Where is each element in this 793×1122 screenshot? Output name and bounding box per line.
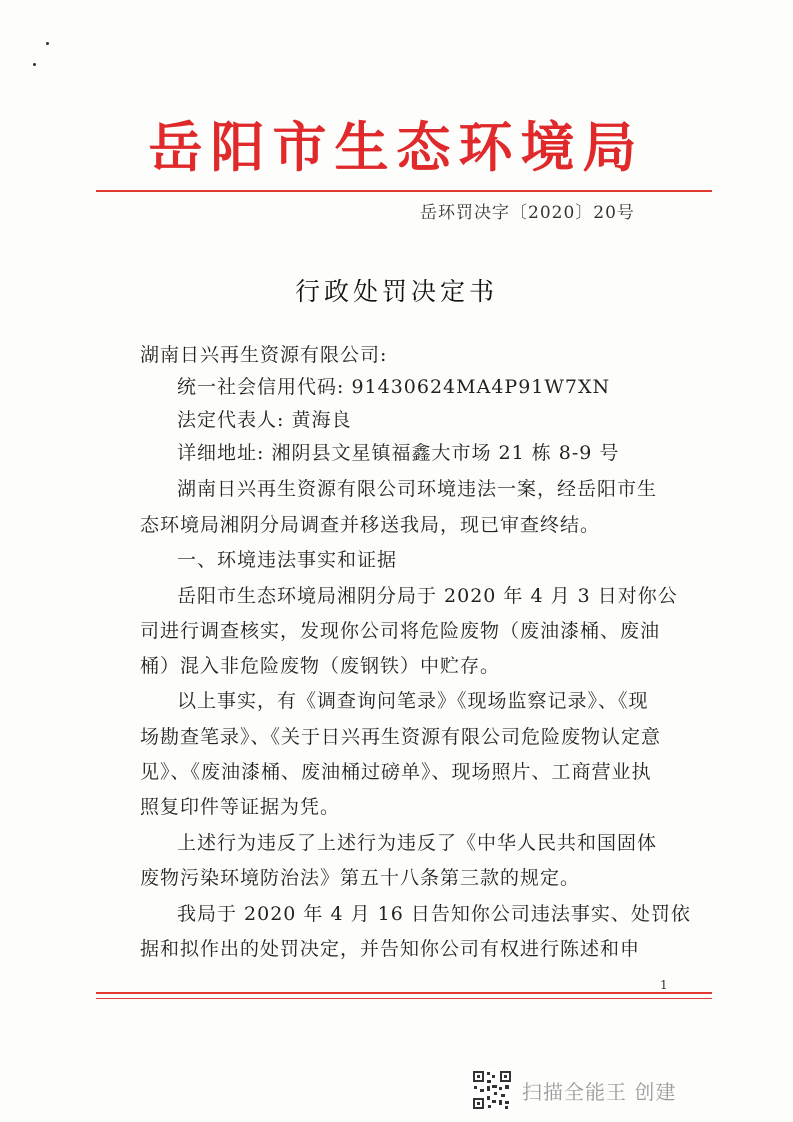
scan-speck: [46, 42, 49, 45]
body-line: 照复印件等证据为凭。: [140, 796, 341, 818]
addressee: 湖南日兴再生资源有限公司:: [140, 344, 388, 366]
body-line: 以上事实，有《调查询问笔录》《现场监察记录》、《现: [177, 690, 649, 712]
watermark-text: 扫描全能王 创建: [522, 1079, 677, 1104]
body-line: 司进行调查核实，发现你公司将危险废物（废油漆桶、废油: [140, 620, 661, 642]
document-number: 岳环罚决字〔2020〕20号: [420, 203, 635, 223]
body-line: 态环境局湘阴分局调查并移送我局，现已审查终结。: [140, 514, 601, 536]
body-line: 岳阳市生态环境局湘阴分局于 2020 年 4 月 3 日对你公: [177, 585, 678, 607]
qr-code-icon: [472, 1070, 512, 1110]
footer-rule-bottom: [96, 998, 712, 999]
body-line: 废物污染环境防治法》第五十八条第三款的规定。: [140, 867, 581, 889]
body-line: 上述行为违反了上述行为违反了《中华人民共和国固体: [177, 832, 658, 854]
body-line: 我局于 2020 年 4 月 16 日告知你公司违法事实、处罚依: [177, 903, 691, 925]
letterhead-rule: [96, 190, 712, 192]
credit-code: 统一社会信用代码: 91430624MA4P91W7XN: [177, 376, 611, 398]
page-number: 1: [660, 978, 668, 992]
body-line: 桶）混入非危险废物（废钢铁）中贮存。: [140, 655, 501, 677]
body-line: 场勘查笔录》、《关于日兴再生资源有限公司危险废物认定意: [140, 726, 662, 748]
body-line: 湖南日兴再生资源有限公司环境违法一案，经岳阳市生: [177, 478, 658, 500]
footer-rule-top: [96, 992, 712, 994]
document-title: 行政处罚决定书: [294, 277, 498, 306]
body-line: 见》、《废油漆桶、废油桶过磅单》、现场照片、工商营业执: [140, 761, 652, 783]
agency-letterhead: 岳阳市生态环境局: [148, 115, 645, 179]
section-heading: 一、环境违法事实和证据: [177, 549, 398, 571]
body-line: 据和拟作出的处罚决定，并告知你公司有权进行陈述和申: [140, 938, 641, 960]
scan-speck: [33, 63, 36, 66]
scanner-watermark: [472, 1070, 676, 1110]
legal-representative: 法定代表人: 黄海良: [177, 409, 352, 431]
address: 详细地址: 湘阴县文星镇福鑫大市场 21 栋 8-9 号: [177, 442, 620, 464]
